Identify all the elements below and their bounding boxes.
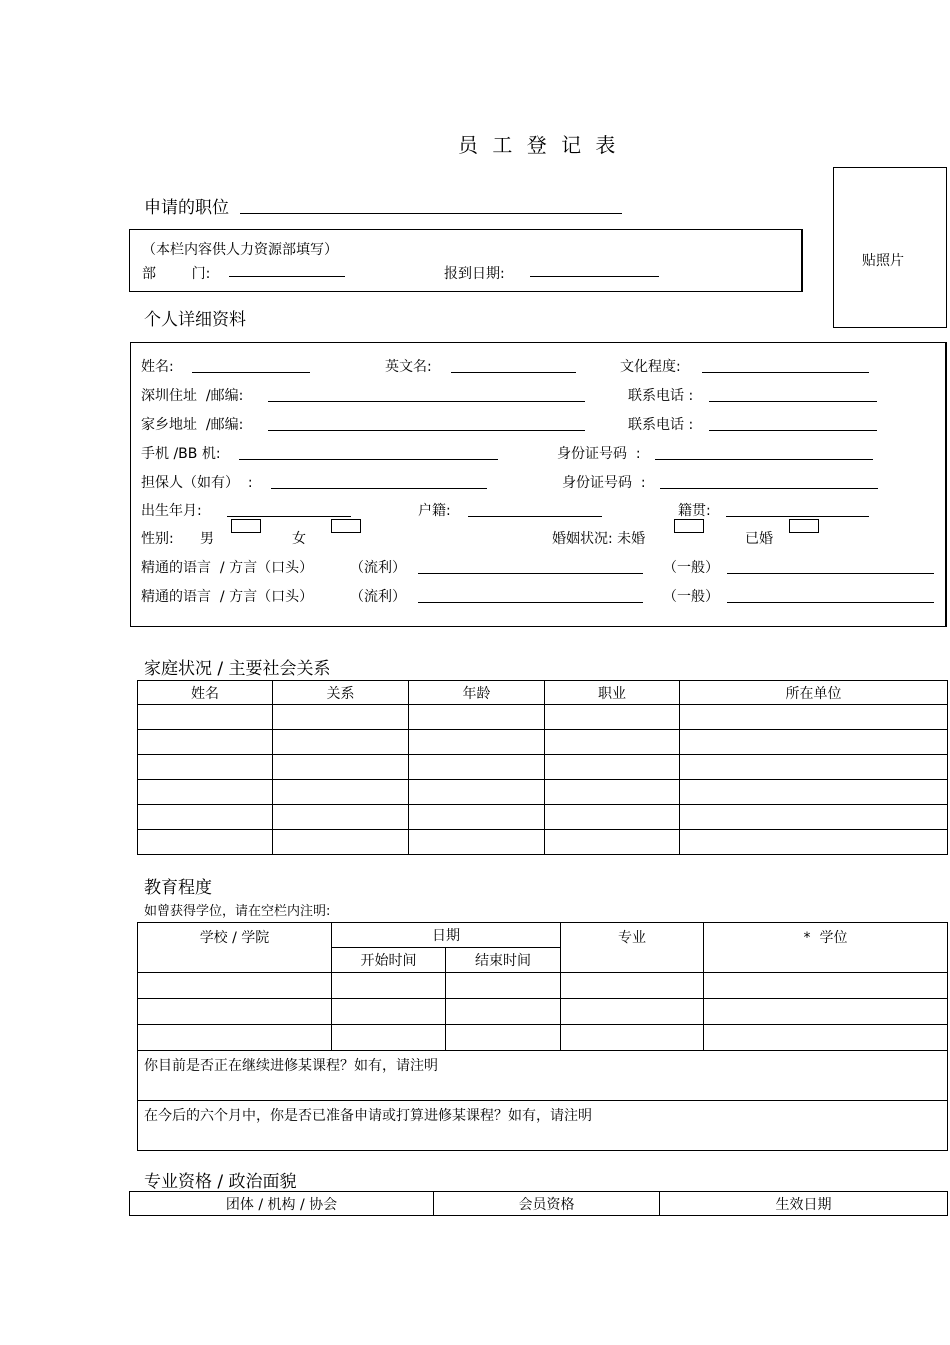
table-cell[interactable] xyxy=(545,780,680,805)
table-cell[interactable] xyxy=(409,730,545,755)
education-table xyxy=(137,922,948,1151)
family-header-occupation: 职业 xyxy=(545,681,680,705)
family-table xyxy=(137,680,948,855)
phone1-field[interactable] xyxy=(709,401,877,402)
qualification-table xyxy=(129,1191,948,1216)
lang1-general-field[interactable] xyxy=(727,573,934,574)
gender-label: 性别: xyxy=(141,531,174,547)
education-note: 如曾获得学位，请在空栏内注明: xyxy=(144,904,331,919)
table-cell[interactable] xyxy=(138,1025,332,1051)
table-cell[interactable] xyxy=(138,755,273,780)
phone2-label: 联系电话 : xyxy=(628,417,694,433)
department-field[interactable] xyxy=(229,276,345,277)
table-cell[interactable] xyxy=(409,705,545,730)
table-cell[interactable] xyxy=(138,705,273,730)
table-cell[interactable] xyxy=(446,999,561,1025)
id1-label: 身份证号码 : xyxy=(557,446,641,462)
sz-address-label: 深圳住址 /邮编: xyxy=(141,388,244,404)
table-row xyxy=(138,730,948,755)
name-label: 姓名: xyxy=(141,359,174,375)
hr-note: （本栏内容供人力资源部填写） xyxy=(142,242,338,258)
native-field[interactable] xyxy=(726,516,869,517)
table-cell[interactable] xyxy=(273,730,409,755)
table-cell[interactable] xyxy=(704,999,948,1025)
male-checkbox[interactable] xyxy=(231,519,261,533)
degree-header: * 学位 xyxy=(704,923,948,973)
hukou-field[interactable] xyxy=(468,516,602,517)
table-cell[interactable] xyxy=(561,999,704,1025)
start-date-header: 开始时间 xyxy=(332,948,446,973)
table-cell[interactable] xyxy=(680,705,948,730)
report-date-label: 报到日期: xyxy=(444,266,505,282)
table-cell[interactable] xyxy=(273,755,409,780)
guarantor-label: 担保人（如有） : xyxy=(141,475,253,491)
membership-header: 会员资格 xyxy=(434,1192,660,1216)
table-cell[interactable] xyxy=(446,973,561,999)
english-name-label: 英文名: xyxy=(385,359,432,375)
lang2-fluent-label: （流利） xyxy=(350,589,406,605)
marital-label: 婚姻状况: 未婚 xyxy=(552,531,646,547)
birth-label: 出生年月: xyxy=(141,503,202,519)
unmarried-checkbox[interactable] xyxy=(674,519,704,533)
sz-address-field[interactable] xyxy=(268,401,585,402)
english-name-field[interactable] xyxy=(451,372,576,373)
female-label: 女 xyxy=(292,531,306,547)
qualification-header-row xyxy=(130,1192,948,1216)
female-checkbox[interactable] xyxy=(331,519,361,533)
table-cell[interactable] xyxy=(680,780,948,805)
lang2-label: 精通的语言 / 方言（口头） xyxy=(141,589,314,605)
table-row xyxy=(138,973,948,999)
table-cell[interactable] xyxy=(680,830,948,855)
table-cell[interactable] xyxy=(409,805,545,830)
school-header: 学校 / 学院 xyxy=(138,923,332,973)
family-header-employer: 所在单位 xyxy=(680,681,948,705)
table-cell[interactable] xyxy=(545,705,680,730)
department-label: 部 门: xyxy=(142,266,211,282)
table-row xyxy=(138,999,948,1025)
form-title: 员 工 登 记 表 xyxy=(458,133,620,157)
effective-date-header: 生效日期 xyxy=(660,1192,948,1216)
table-cell[interactable] xyxy=(138,973,332,999)
mobile-label: 手机 /BB 机: xyxy=(141,446,221,462)
family-header-age: 年龄 xyxy=(409,681,545,705)
table-row xyxy=(138,805,948,830)
phone2-field[interactable] xyxy=(709,430,877,431)
family-header-name: 姓名 xyxy=(138,681,273,705)
photo-box[interactable] xyxy=(833,167,947,328)
hukou-label: 户籍: xyxy=(418,503,451,519)
table-row xyxy=(138,780,948,805)
table-cell[interactable] xyxy=(409,755,545,780)
photo-label: 贴照片 xyxy=(862,253,904,269)
position-label: 申请的职位 xyxy=(144,198,229,218)
education-level-field[interactable] xyxy=(702,372,869,373)
table-cell[interactable] xyxy=(704,973,948,999)
birth-field[interactable] xyxy=(227,516,351,517)
table-cell[interactable] xyxy=(409,780,545,805)
phone1-label: 联系电话 : xyxy=(628,388,694,404)
guarantor-field[interactable] xyxy=(271,488,487,489)
lang1-label: 精通的语言 / 方言（口头） xyxy=(141,560,314,576)
id2-label: 身份证号码 : xyxy=(562,475,646,491)
table-cell[interactable] xyxy=(273,705,409,730)
table-cell[interactable] xyxy=(545,730,680,755)
table-cell[interactable] xyxy=(138,805,273,830)
table-cell[interactable] xyxy=(273,830,409,855)
question1-row xyxy=(138,1051,948,1101)
lang1-general-label: （一般） xyxy=(663,560,719,576)
position-field[interactable] xyxy=(240,213,622,214)
question1-text: 你目前是否正在继续进修某课程？如有，请注明 xyxy=(144,1058,438,1074)
table-row xyxy=(138,1025,948,1051)
table-cell[interactable] xyxy=(545,805,680,830)
question2-cell[interactable] xyxy=(138,1101,948,1151)
home-address-field[interactable] xyxy=(268,430,585,431)
date-header: 日期 xyxy=(332,923,561,948)
question1-cell[interactable] xyxy=(138,1051,948,1101)
family-section-title: 家庭状况 / 主要社会关系 xyxy=(144,659,331,679)
organization-header: 团体 / 机构 / 协会 xyxy=(130,1192,434,1216)
married-label: 已婚 xyxy=(745,531,773,547)
question2-text: 在今后的六个月中，你是否已准备申请或打算进修某课程？如有，请注明 xyxy=(144,1108,592,1124)
table-cell[interactable] xyxy=(680,755,948,780)
table-row xyxy=(138,705,948,730)
table-cell[interactable] xyxy=(138,999,332,1025)
table-cell[interactable] xyxy=(680,730,948,755)
home-address-label: 家乡地址 /邮编: xyxy=(141,417,244,433)
end-date-header: 结束时间 xyxy=(446,948,561,973)
male-label: 男 xyxy=(200,531,214,547)
married-checkbox[interactable] xyxy=(789,519,819,533)
table-cell[interactable] xyxy=(332,1025,446,1051)
table-cell[interactable] xyxy=(138,780,273,805)
table-cell[interactable] xyxy=(332,973,446,999)
question2-row xyxy=(138,1101,948,1151)
table-row xyxy=(138,830,948,855)
table-cell[interactable] xyxy=(273,780,409,805)
personal-section-title: 个人详细资料 xyxy=(144,310,246,330)
family-header-row xyxy=(138,681,948,705)
table-cell[interactable] xyxy=(704,1025,948,1051)
education-section-title: 教育程度 xyxy=(144,878,212,898)
native-label: 籍贯: xyxy=(678,503,711,519)
family-header-relation: 关系 xyxy=(273,681,409,705)
table-cell[interactable] xyxy=(273,805,409,830)
table-row xyxy=(138,755,948,780)
table-cell[interactable] xyxy=(545,755,680,780)
lang1-fluent-label: （流利） xyxy=(350,560,406,576)
id1-field[interactable] xyxy=(655,459,873,460)
table-cell[interactable] xyxy=(561,1025,704,1051)
table-cell[interactable] xyxy=(545,830,680,855)
lang2-general-label: （一般） xyxy=(663,589,719,605)
table-cell[interactable] xyxy=(561,973,704,999)
mobile-field[interactable] xyxy=(239,459,498,460)
table-cell[interactable] xyxy=(138,730,273,755)
lang2-general-field[interactable] xyxy=(727,602,934,603)
table-cell[interactable] xyxy=(332,999,446,1025)
table-cell[interactable] xyxy=(680,805,948,830)
education-level-label: 文化程度: xyxy=(620,359,681,375)
table-cell[interactable] xyxy=(446,1025,561,1051)
id2-field[interactable] xyxy=(660,488,878,489)
table-cell[interactable] xyxy=(138,830,273,855)
qualification-section-title: 专业资格 / 政治面貌 xyxy=(144,1172,297,1192)
lang1-fluent-field[interactable] xyxy=(418,573,643,574)
report-date-field[interactable] xyxy=(530,276,659,277)
major-header: 专业 xyxy=(561,923,704,973)
lang2-fluent-field[interactable] xyxy=(418,602,643,603)
name-field[interactable] xyxy=(192,372,310,373)
table-cell[interactable] xyxy=(409,830,545,855)
education-header-row xyxy=(138,923,948,948)
